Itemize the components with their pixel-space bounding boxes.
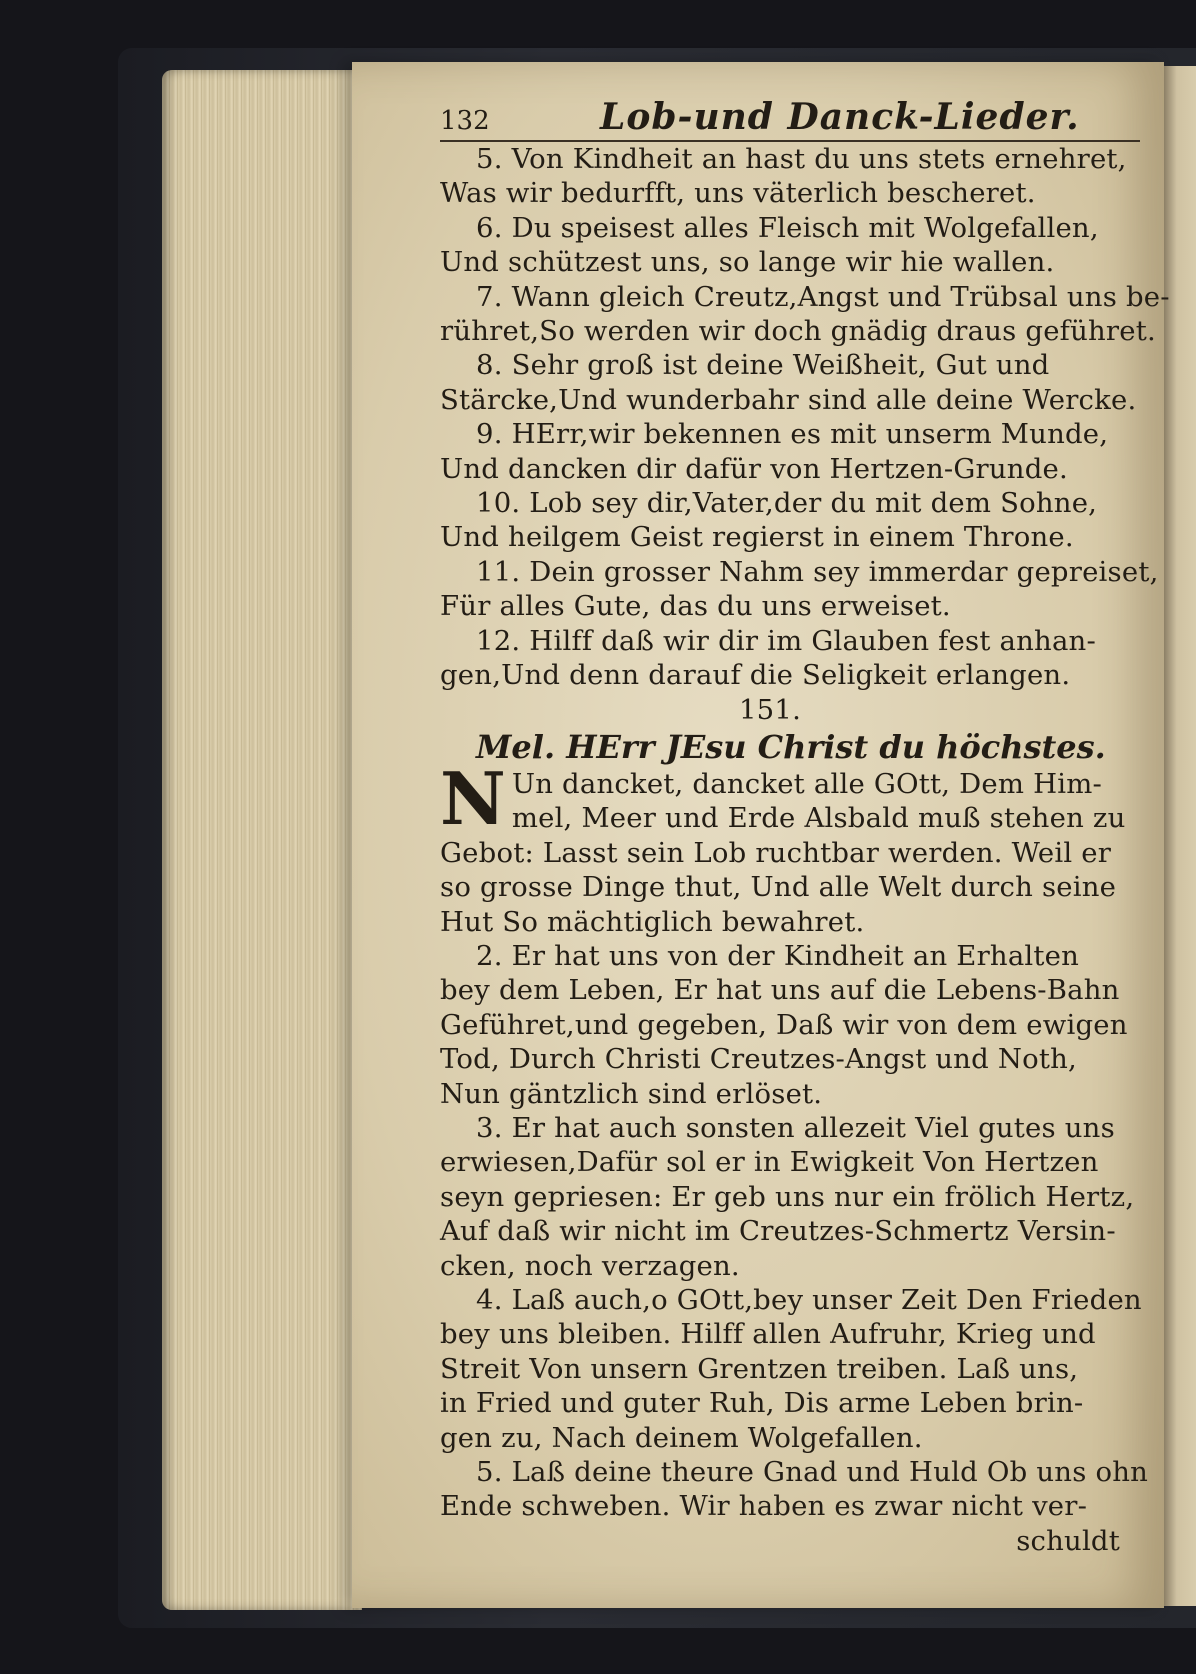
verse-line: Nun gäntzlich sind erlöset. xyxy=(440,1077,823,1110)
catchword: schuldt xyxy=(1016,1524,1120,1557)
verse-line: 5. Laß deine theure Gnad und Huld Ob uns ohn xyxy=(476,1456,1149,1489)
verse-line: Tod, Durch Christi Creutzes-Angst und Noth, xyxy=(440,1043,1077,1076)
page-number: 132 xyxy=(440,106,490,136)
verse-line: bey uns bleiben. Hilff allen Aufruhr, Krieg und xyxy=(440,1318,1096,1351)
verse-line: cken, noch verzagen. xyxy=(440,1249,740,1282)
verse-line: so grosse Dinge thut, Und alle Welt durch seine xyxy=(440,871,1117,904)
verses-previous-hymn xyxy=(440,142,1170,693)
verse-line: 5. Von Kindheit an hast du uns stets ernehret, xyxy=(476,143,1127,175)
verse-line: gen,Und denn darauf die Seligkeit erlangen. xyxy=(440,659,1071,692)
verse-line: 9. HErr,wir bekennen es mit unserm Munde, xyxy=(476,418,1109,451)
melody-heading: Mel. HErr JEsu Christ du höchstes. xyxy=(476,727,1106,766)
verse-line: bey dem Leben, Er hat uns auf die Lebens-Bahn xyxy=(440,974,1120,1007)
verse-line: Und dancken dir dafür von Hertzen-Grunde. xyxy=(440,452,1068,485)
verse-line: erwiesen,Dafür sol er in Ewigkeit Von Hertzen xyxy=(440,1146,1099,1179)
verse-line: Ende schweben. Wir haben es zwar nicht ver- xyxy=(440,1490,1088,1523)
verse-line: in Fried und guter Ruh, Dis arme Leben brin- xyxy=(440,1387,1084,1420)
hymn-text xyxy=(440,755,1149,1558)
verse-line: 3. Er hat auch sonsten allezeit Viel gutes uns xyxy=(476,1111,1115,1144)
hymn-opening xyxy=(440,755,1140,841)
page-edges xyxy=(162,70,362,1610)
verse-line: Gebot: Lasst sein Lob ruchtbar werden. Weil er xyxy=(440,836,1112,869)
verse-line: 8. Sehr groß ist deine Weißheit, Gut und xyxy=(476,349,1050,382)
verse-line: 6. Du speisest alles Fleisch mit Wolgefallen, xyxy=(476,211,1099,244)
verse-line: Und heilgem Geist regierst in einem Throne. xyxy=(440,521,1074,554)
verse-line: Und schützest uns, so lange wir hie wallen. xyxy=(440,246,1055,279)
verse-line: seyn gepriesen: Er geb uns nur ein frölich Hertz, xyxy=(440,1180,1135,1213)
verse-line: Auf daß wir nicht im Creutzes-Schmertz Versin- xyxy=(440,1215,1116,1248)
verse-line: Geführet,und gegeben, Daß wir von dem ewigen xyxy=(440,1008,1128,1041)
verse-line: 7. Wann gleich Creutz,Angst und Trübsal uns be- xyxy=(476,280,1170,313)
verse-line: 10. Lob sey dir,Vater,der du mit dem Sohne, xyxy=(476,487,1098,520)
verse-line: 11. Dein grosser Nahm sey immerdar gepreiset, xyxy=(476,555,1159,588)
verse-line: Hut So mächtiglich bewahret. xyxy=(440,905,865,938)
verse-line: Für alles Gute, das du uns erweiset. xyxy=(440,590,951,623)
verse-line: Un dancket, dancket alle GOtt, Dem Him- xyxy=(511,767,1103,800)
verse-line: 4. Laß auch,o GOtt,bey unser Zeit Den Frieden xyxy=(476,1284,1142,1316)
verse-line: Streit Von unsern Grentzen treiben. Laß uns, xyxy=(440,1352,1079,1385)
verse-line: rühret,So werden wir doch gnädig draus geführet. xyxy=(440,315,1156,348)
verse-line: gen zu, Nach deinem Wolgefallen. xyxy=(440,1421,923,1454)
verse-line: 12. Hilff daß wir dir im Glauben fest anhan- xyxy=(476,624,1096,657)
running-title: Lob-und Danck-Lieder. xyxy=(600,96,1080,138)
page-text xyxy=(440,96,1170,1558)
verse-line: 2. Er hat uns von der Kindheit an Erhalten xyxy=(476,939,1080,972)
hymn-number: 151. xyxy=(738,693,802,726)
verse-line: mel, Meer und Erde Alsbald muß stehen zu xyxy=(511,802,1126,835)
page-header xyxy=(440,96,1140,142)
verse-line: Was wir bedurfft, uns väterlich bescheret. xyxy=(440,177,1036,210)
drop-cap: N xyxy=(440,755,506,841)
verse-line: Stärcke,Und wunderbahr sind alle deine Wercke. xyxy=(440,383,1137,416)
